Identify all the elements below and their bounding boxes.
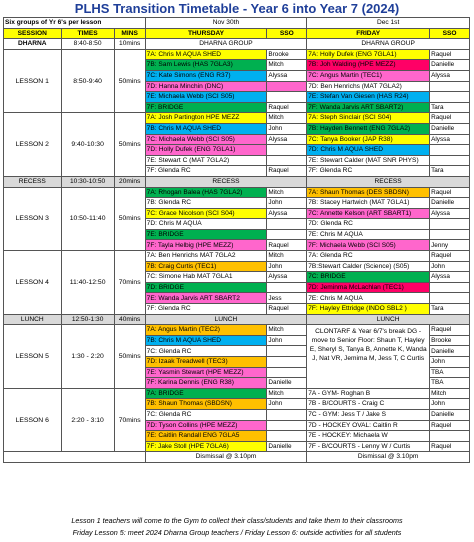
friday-class: 7C: BRIDGE (307, 272, 430, 283)
friday-sso: Tara (430, 102, 470, 113)
thursday-sso: Mitch (267, 60, 307, 71)
lunch-mins: 40mins (114, 314, 145, 325)
friday-sso (430, 431, 470, 442)
thursday-class: 7A: Chris M AQUA SHED (145, 49, 267, 60)
col-session: SESSION (4, 28, 62, 39)
thursday-sso (267, 409, 307, 420)
table-row (4, 314, 470, 325)
table-row (4, 28, 470, 39)
thursday-class: 7F: Glenda RC (145, 166, 267, 177)
thursday-class: 7E: BRIDGE (145, 229, 267, 240)
thursday-sso: Raquel (267, 102, 307, 113)
thursday-sso: Alyssa (267, 70, 307, 81)
thursday-class: 7A: Josh Partington HPE MEZZ (145, 113, 267, 124)
friday-sso: Alyssa (430, 134, 470, 145)
dharna-session: DHARNA (4, 39, 62, 50)
thursday-class: 7C: Glenda RC (145, 409, 267, 420)
thursday-class: 7B: Sam Lewis (HAS 7GLA3) (145, 60, 267, 71)
friday-class: 7A - GYM- Roghan B (307, 388, 430, 399)
date-left: Nov 30th (145, 18, 307, 29)
friday-sso: Danielle (430, 198, 470, 209)
thursday-sso: Alyssa (267, 208, 307, 219)
thursday-class: 7B: Chris M AQUA SHED (145, 123, 267, 134)
lesson-times: 8:50-9:40 (61, 49, 114, 113)
friday-class: 7F: Hayley Ettridge (INDO SBL2 ) (307, 304, 430, 315)
lesson-times: 1:30 - 2:20 (61, 325, 114, 389)
thursday-class: 7F: Karina Dennis (ENG R38) (145, 378, 267, 389)
thursday-class: 7F: Jake Stoll (HPE 7GLA6) (145, 441, 267, 452)
friday-class: 7B - B/COURTS - Craig C (307, 399, 430, 410)
lesson-mins: 50mins (114, 49, 145, 113)
thursday-sso: Alyssa (267, 272, 307, 283)
lesson-times: 2:20 - 3:10 (61, 388, 114, 452)
thursday-sso: Mitch (267, 388, 307, 399)
lesson-mins: 50mins (114, 113, 145, 177)
thursday-sso (267, 431, 307, 442)
friday-class: 7C: Angus Martin (TEC1) (307, 70, 430, 81)
thursday-class: 7F: Glenda RC (145, 304, 267, 315)
lesson-name: LESSON 2 (4, 113, 62, 177)
thursday-class: 7C: Michaela Webb (SCI S05) (145, 134, 267, 145)
friday-class: 7D: Glenda RC (307, 219, 430, 230)
recess-label-thu: RECESS (145, 176, 307, 187)
friday-class: 7F - B/COURTS - Lenny W / Curtis (307, 441, 430, 452)
friday-sso: Danielle (430, 123, 470, 134)
lesson-mins: 70mins (114, 388, 145, 452)
friday-sso: Mitch (430, 388, 470, 399)
dharna-times: 8:40-8:50 (61, 39, 114, 50)
friday-class: 7A: Shaun Thomas (DES SBDSN) (307, 187, 430, 198)
thursday-class: 7A: Angus Martin (TEC2) (145, 325, 267, 336)
thursday-sso: Danielle (267, 441, 307, 452)
friday-class: 7E: Chris M AQUA (307, 229, 430, 240)
thursday-sso (267, 346, 307, 357)
friday-sso: Jenny (430, 240, 470, 251)
thursday-sso (267, 155, 307, 166)
thursday-class: 7F: Tayla Helbig (HPE MEZZ) (145, 240, 267, 251)
thursday-sso (267, 420, 307, 431)
lesson-times: 9:40-10:30 (61, 113, 114, 177)
thursday-class: 7D: Tyson Collins (HPE MEZZ) (145, 420, 267, 431)
friday-sso (430, 92, 470, 103)
lesson-name: LESSON 1 (4, 49, 62, 113)
friday-sso: Raquel (430, 420, 470, 431)
date-right: Dec 1st (307, 18, 470, 29)
friday-sso: John (430, 399, 470, 410)
friday-lesson5-notes: CLONTARF & Year 6/7's break DG - move to Senior Floor: Shaun T, Hayley E, Sheryl S, Tanya B, Annette K, Wanda J, Nat VR, Jemima M, Jess T, C Curtis (307, 325, 430, 389)
friday-sso (430, 145, 470, 156)
table-row (4, 49, 470, 60)
dharna-group-fri: DHARNA GROUP (307, 39, 470, 50)
lesson-mins: 70mins (114, 251, 145, 315)
friday-sso: Tara (430, 304, 470, 315)
col-sso-right: SSO (430, 28, 470, 39)
thursday-class: 7D: Izaak Treadwell (TEC3) (145, 357, 267, 368)
thursday-sso: John (267, 198, 307, 209)
lunch-times: 12:50-1:30 (61, 314, 114, 325)
friday-class: 7F: Glenda RC (307, 166, 430, 177)
friday-class: 7D - HOCKEY OVAL: Caitlin R (307, 420, 430, 431)
thursday-sso: Mitch (267, 187, 307, 198)
friday-sso (430, 293, 470, 304)
friday-sso: Raquel (430, 187, 470, 198)
friday-class: 7C - GYM: Jess T / Jake S (307, 409, 430, 420)
recess-times: 10:30-10:50 (61, 176, 114, 187)
dismissal-thu: Dismissal @ 3.10pm (145, 452, 307, 463)
table-row (4, 388, 470, 399)
thursday-class: 7B: Glenda RC (145, 198, 267, 209)
table-row (4, 113, 470, 124)
friday-sso (430, 229, 470, 240)
friday-sso (430, 282, 470, 293)
thursday-class: 7E: Wanda Jarvis ART SBART2 (145, 293, 267, 304)
thursday-sso (267, 282, 307, 293)
friday-class: 7F: Wanda Jarvis ART SBART2) (307, 102, 430, 113)
friday-class: 7D: Ben Henrichs (MAT 7GLA2) (307, 81, 430, 92)
friday-sso: Danielle (430, 409, 470, 420)
friday-class: 7E: Chris M AQUA (307, 293, 430, 304)
thursday-class: 7B: Chris M AQUA SHED (145, 335, 267, 346)
friday-sso: John (430, 261, 470, 272)
thursday-class: 7C: Kate Simons (ENG R37) (145, 70, 267, 81)
col-times: TIMES (61, 28, 114, 39)
friday-class: 7B: Stacey Hartwich (MAT 7GLA1) (307, 198, 430, 209)
friday-sso: Raquel (430, 251, 470, 262)
friday-sso: Danielle (430, 346, 470, 357)
lesson-times: 10:50-11:40 (61, 187, 114, 251)
col-friday: FRIDAY (307, 28, 430, 39)
friday-class: 7D: Jeminma McLachlan (TEC1) (307, 282, 430, 293)
friday-sso: Raquel (430, 49, 470, 60)
footer-note-2: Friday Lesson 5: meet 2024 Dharna Group teachers / Friday Lesson 6: outside activities for all students (72, 528, 402, 537)
friday-class: 7C: Annette Kelson (ART SBART1) (307, 208, 430, 219)
friday-class: 7D: Chris M AQUA SHED (307, 145, 430, 156)
friday-class: 7B:Stewart Calder (Science) (S05) (307, 261, 430, 272)
col-sso-left: SSO (267, 28, 307, 39)
friday-sso (430, 81, 470, 92)
table-row (4, 325, 470, 336)
thursday-class: 7A: BRIDGE (145, 388, 267, 399)
thursday-sso (267, 145, 307, 156)
friday-class: 7B: Joh Walding (HPE MEZZ) (307, 60, 430, 71)
friday-class: 7A: Steph Sinclair (SCI S04) (307, 113, 430, 124)
table-row (4, 18, 470, 29)
lesson-name: LESSON 5 (4, 325, 62, 389)
recess-label-fri: RECESS (307, 176, 470, 187)
friday-class: 7E: Stefan Van Giesen (HAS R24) (307, 92, 430, 103)
friday-sso (430, 155, 470, 166)
thursday-sso (267, 357, 307, 368)
friday-sso: Alyssa (430, 272, 470, 283)
dharna-group-thu: DHARNA GROUP (145, 39, 307, 50)
recess-session: RECESS (4, 176, 62, 187)
thursday-class: 7D: BRIDGE (145, 282, 267, 293)
friday-sso: Tara (430, 166, 470, 177)
thursday-sso: Mitch (267, 113, 307, 124)
thursday-class: 7E: Michaela Webb (SCI S05) (145, 92, 267, 103)
col-thursday: THURSDAY (145, 28, 267, 39)
table-row (4, 187, 470, 198)
table-row (4, 452, 470, 463)
friday-class: 7C: Tanya Booker (JAP R38) (307, 134, 430, 145)
friday-sso: Brooke (430, 335, 470, 346)
thursday-class: 7D: Holly Dufek (ENG 7GLA1) (145, 145, 267, 156)
friday-class: 7B: Hayden Bennett (ENG 7GLA2) (307, 123, 430, 134)
lesson-mins: 50mins (114, 325, 145, 389)
thursday-class: 7C: Glenda RC (145, 346, 267, 357)
dharna-mins: 10mins (114, 39, 145, 50)
friday-class: 7E: Stewart Calder (MAT SNR PHYS) (307, 155, 430, 166)
friday-class: 7A: Holly Dufek (ENG 7GLA1) (307, 49, 430, 60)
friday-sso: John (430, 357, 470, 368)
thursday-class: 7D: Hanna Minchin (DNC) (145, 81, 267, 92)
lesson-name: LESSON 4 (4, 251, 62, 315)
thursday-class: 7D: Chris M AQUA (145, 219, 267, 230)
friday-sso: Danielle (430, 60, 470, 71)
thursday-sso: John (267, 335, 307, 346)
col-mins: MINS (114, 28, 145, 39)
thursday-class: 7C: Grace Nicolson (SCI S04) (145, 208, 267, 219)
dismissal-spacer (4, 452, 146, 463)
table-row (4, 251, 470, 262)
page-title: PLHS Transition Timetable - Year 6 into Year 7 (2024) (74, 1, 400, 16)
friday-sso: Raquel (430, 325, 470, 336)
thursday-class: 7E: Yasmin Stewart (HPE MEZZ) (145, 367, 267, 378)
thursday-class: 7B: Craig Curtis (TEC1) (145, 261, 267, 272)
thursday-sso: Raquel (267, 304, 307, 315)
friday-sso: Raquel (430, 113, 470, 124)
thursday-sso: John (267, 399, 307, 410)
timetable (3, 17, 470, 463)
thursday-sso: Raquel (267, 166, 307, 177)
friday-sso: Alyssa (430, 208, 470, 219)
thursday-class: 7E: Stewart C (MAT 7GLA2) (145, 155, 267, 166)
thursday-class: 7A: Rhogan Balea (HAS 7GLA2) (145, 187, 267, 198)
thursday-sso: Mitch (267, 325, 307, 336)
recess-mins: 20mins (114, 176, 145, 187)
footer-note-1: Lesson 1 teachers will come to the Gym to collect their class/students and take them to their classrooms (71, 516, 403, 525)
thursday-sso (267, 92, 307, 103)
thursday-sso (267, 219, 307, 230)
thursday-sso: Raquel (267, 240, 307, 251)
dismissal-fri: Dismissal @ 3.10pm (307, 452, 470, 463)
thursday-sso: Alyssa (267, 134, 307, 145)
table-row (4, 39, 470, 50)
thursday-class: 7F: BRIDGE (145, 102, 267, 113)
friday-class: 7F: Michaela Webb (SCI S05) (307, 240, 430, 251)
lunch-label-fri: LUNCH (307, 314, 470, 325)
lunch-label-thu: LUNCH (145, 314, 307, 325)
friday-sso: Alyssa (430, 70, 470, 81)
thursday-sso: John (267, 123, 307, 134)
lesson-mins: 50mins (114, 187, 145, 251)
thursday-sso (267, 367, 307, 378)
lesson-name: LESSON 3 (4, 187, 62, 251)
subtitle: Six groups of Yr 6's per lesson (4, 18, 146, 29)
thursday-sso: Brooke (267, 49, 307, 60)
friday-sso: TBA (430, 378, 470, 389)
thursday-class: 7B: Shaun Thomas (SBDSN) (145, 399, 267, 410)
thursday-sso: Jess (267, 293, 307, 304)
thursday-class: 7C: Simone Hab MAT 7GLA1 (145, 272, 267, 283)
table-row (4, 176, 470, 187)
lesson-times: 11:40-12:50 (61, 251, 114, 315)
friday-class: 7E - HOCKEY: Michaela W (307, 431, 430, 442)
friday-sso (430, 219, 470, 230)
friday-sso: TBA (430, 367, 470, 378)
thursday-class: 7E: Caitlin Randall ENG 7GLA5 (145, 431, 267, 442)
thursday-class: 7A: Ben Henrichs MAT 7GLA2 (145, 251, 267, 262)
thursday-sso: Danielle (267, 378, 307, 389)
thursday-sso: John (267, 261, 307, 272)
thursday-sso (267, 229, 307, 240)
lesson-name: LESSON 6 (4, 388, 62, 452)
friday-class: 7A: Glenda RC (307, 251, 430, 262)
thursday-sso: Mitch (267, 251, 307, 262)
friday-sso: Raquel (430, 441, 470, 452)
lunch-session: LUNCH (4, 314, 62, 325)
thursday-sso (267, 81, 307, 92)
